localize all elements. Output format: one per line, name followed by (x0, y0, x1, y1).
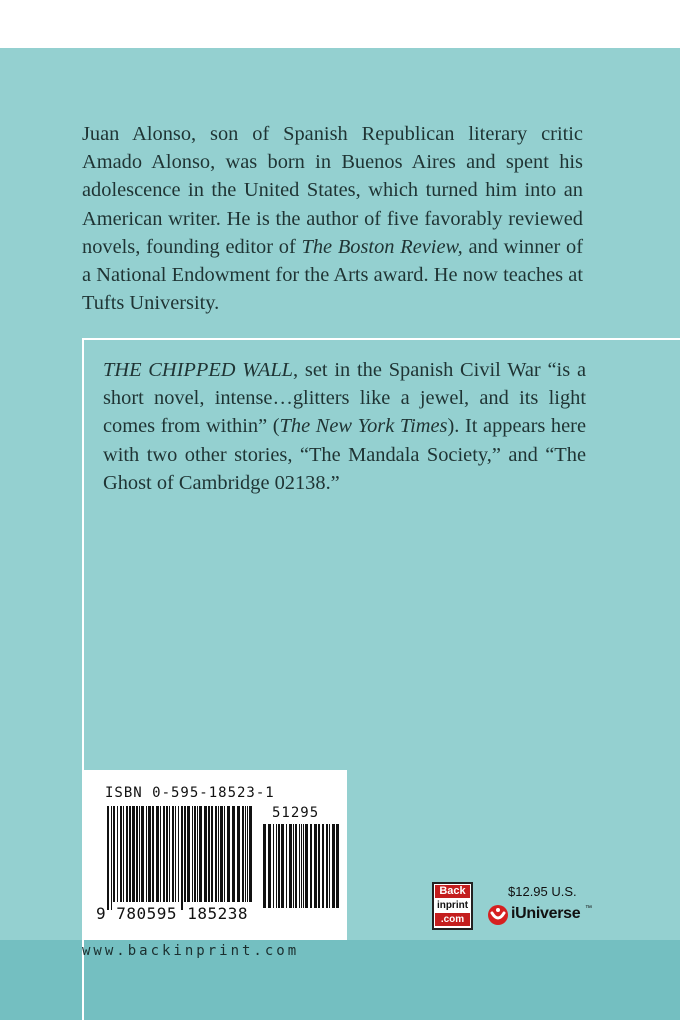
barcode-bar (141, 806, 144, 902)
barcode-bar (299, 824, 300, 908)
website-url: www.backinprint.com (82, 943, 300, 959)
barcode-bar (117, 806, 118, 902)
barcode-bar (204, 806, 207, 902)
blurb-text-end: ). It appears here with two other stories, “The Mandala Society,” and “The Ghost of Cambridge 02138.” (103, 415, 586, 494)
barcode-bar (132, 806, 135, 902)
price-addon-barcode (262, 824, 342, 916)
barcode-bar (273, 824, 274, 908)
barcode-bar (249, 806, 252, 902)
barcode-bar (156, 806, 159, 902)
barcode-bar (329, 824, 330, 908)
price-label: $12.95 U.S. (508, 884, 577, 899)
barcode-bar (237, 806, 240, 902)
barcode-bar (263, 824, 266, 908)
logo-inprint-text: inprint (436, 900, 469, 911)
barcode-bar (148, 806, 151, 902)
barcode-bar (111, 806, 112, 910)
barcode-bar (293, 824, 294, 908)
barcode-bar (199, 806, 202, 902)
barcode-bar (208, 806, 210, 902)
barcode-bar (232, 806, 235, 902)
barcode-bar (129, 806, 131, 902)
author-bio (82, 120, 583, 317)
frame-line-top (82, 338, 680, 340)
barcode-bar (169, 806, 170, 902)
blurb-text: , set in the Spanish Civil War “is a short novel, intense…glitters like a jewel, and its light comes from within” ( (103, 359, 586, 438)
barcode-bar (289, 824, 292, 908)
barcode-bar (305, 824, 308, 908)
barcode-bar (194, 806, 196, 902)
barcode-bar (310, 824, 312, 908)
ean-number: 9 780595 185238 (96, 904, 248, 923)
trademark-symbol: ™ (585, 905, 592, 912)
barcode-bar (113, 806, 115, 902)
barcode-bar (163, 806, 165, 902)
barcode-bar (295, 824, 297, 908)
barcode-bar (336, 824, 339, 908)
barcode-bar (160, 806, 161, 902)
backinprint-logo (432, 882, 473, 930)
barcode-bar (192, 806, 193, 902)
book-title: THE CHIPPED WALL (103, 359, 294, 381)
ean-barcode (106, 806, 254, 910)
barcode-bar (301, 824, 302, 908)
barcode-bar (123, 806, 124, 902)
barcode-bar (286, 824, 287, 908)
barcode-bar (215, 806, 217, 902)
barcode-bar (136, 806, 138, 902)
barcode-bar (276, 824, 277, 908)
barcode-bar (247, 806, 248, 902)
barcode-bar (187, 806, 190, 902)
barcode-bar (242, 806, 244, 902)
barcode-bar (326, 824, 328, 908)
barcode-bar (220, 806, 223, 902)
barcode-bar (218, 806, 219, 902)
barcode-bar (281, 824, 284, 908)
logo-back-text: Back (435, 885, 470, 898)
journal-title: The Boston Review, (301, 235, 463, 258)
barcode-bar (197, 806, 198, 902)
bio-text-end: and winner of a National Endowment for the Arts award. He now teaches at Tufts University. (82, 235, 583, 315)
barcode-bar (178, 806, 179, 902)
iuniverse-swirl-icon (486, 903, 510, 927)
addon-number: 51295 (272, 805, 320, 821)
logo-com-text: .com (435, 913, 470, 926)
publisher-name: iUniverse (511, 905, 581, 922)
barcode-bar (322, 824, 324, 908)
barcode-bar (278, 824, 280, 908)
barcode-bar (303, 824, 304, 908)
barcode-bar (332, 824, 335, 908)
barcode-bar (227, 806, 230, 902)
book-blurb (103, 356, 586, 497)
barcode-bar (166, 806, 168, 902)
barcode-bar (245, 806, 246, 902)
barcode-bar (126, 806, 128, 902)
barcode-bar (152, 806, 154, 902)
barcode-bar (314, 824, 317, 908)
barcode-bar (172, 806, 174, 902)
review-source: The New York Times (279, 415, 448, 438)
barcode-bar (175, 806, 176, 902)
barcode-bar (268, 824, 271, 908)
barcode-bar (181, 806, 183, 910)
frame-line-left (82, 338, 84, 770)
barcode-bar (184, 806, 186, 902)
barcode-bar (139, 806, 140, 902)
bio-text: Juan Alonso, son of Spanish Republican literary critic Amado Alonso, was born in Buenos Aires and spent his adolescence in the United States, which turned him into an American writer. He is the author of five favorably reviewed novels, founding editor of (82, 123, 583, 258)
barcode-bar (107, 806, 109, 910)
barcode-bar (146, 806, 147, 902)
barcode-bar (224, 806, 225, 902)
isbn-label: ISBN 0-595-18523-1 (105, 785, 275, 801)
barcode-bar (318, 824, 320, 908)
barcode-bar (120, 806, 122, 902)
barcode-bar (211, 806, 213, 902)
